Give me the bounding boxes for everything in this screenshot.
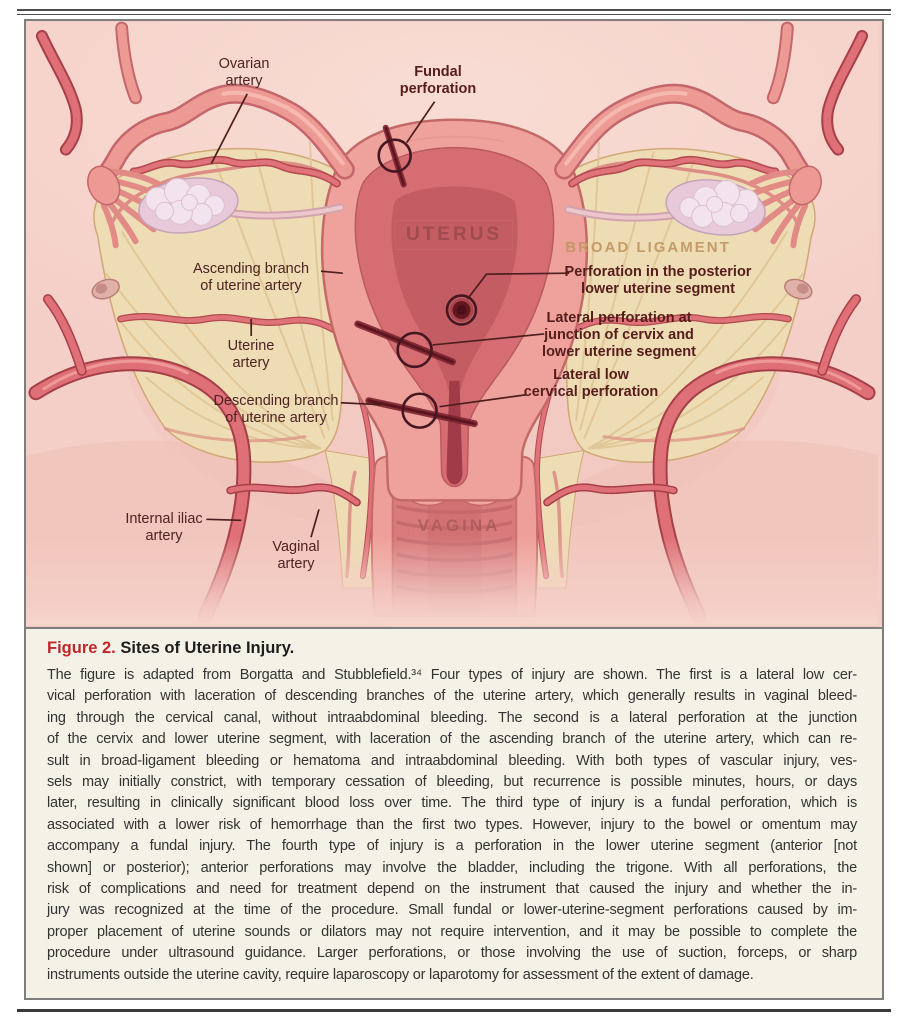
caption-line: risk of complications and need for treatment depend on the instrument that caused the injury and whether the in- — [47, 881, 857, 898]
figure-title — [47, 639, 861, 658]
label-line: Perforation in the posterior — [564, 264, 752, 280]
label-line: Ascending branch — [192, 261, 310, 277]
figure-caption-panel — [26, 627, 882, 998]
label-line: of uterine artery — [200, 278, 302, 294]
figure-box — [24, 19, 884, 1000]
label-posterior-perforation — [565, 264, 752, 298]
label-line: junction of cervix and — [544, 327, 694, 343]
caption-line: sels may initially constrict, with temporary cessation of bleeding, but recurrence is possible minutes, hours, or days — [47, 774, 857, 791]
label-internal-iliac-artery — [125, 511, 202, 545]
region-label-vagina: VAGINA — [408, 516, 501, 536]
label-descending-branch — [214, 393, 339, 427]
bottom-rule — [17, 1009, 891, 1012]
region-label-broad-ligament: BROAD LIGAMENT — [565, 239, 731, 256]
label-ovarian-artery — [219, 56, 270, 90]
label-line: artery — [145, 528, 183, 544]
label-line: cervical perforation — [523, 384, 659, 400]
label-low-cervical-perforation — [524, 367, 659, 401]
caption-line: ing through the cervical canal, without intraabdominal bleeding. The second is a lateral perforation at the junction — [47, 709, 857, 726]
label-line: perforation — [399, 81, 477, 97]
label-vaginal-artery — [272, 539, 319, 573]
figure-number: Figure 2. — [47, 639, 116, 657]
anatomy-illustration-panel — [26, 21, 878, 627]
region-label-uterus: UTERUS — [395, 220, 513, 250]
caption-line: The figure is adapted from Borgatta and Stubblefield.³⁴ Four types of injury are shown. The first is a lateral low cer- — [47, 667, 857, 683]
caption-line: accompany a fundal injury. The fourth type of injury is a perforation in the lower uterine segment (anterior [not — [47, 838, 857, 855]
label-line: artery — [277, 556, 315, 572]
label-line: Fundal — [414, 64, 462, 80]
label-line: Ovarian — [218, 56, 270, 72]
label-fundal-perforation — [400, 64, 477, 98]
label-line: Vaginal — [272, 539, 320, 555]
caption-line: instruments outside the uterine cavity, require laparoscopy or laparotomy for assessment of the extent of damage. — [47, 966, 754, 983]
label-line: lower uterine segment — [542, 344, 696, 360]
caption-line: later, resulting in clinically significant blood loss over time. The third type of injury is a fundal perforation, which is — [47, 795, 857, 812]
caption-line: proper placement of uterine sounds or dilators may not require intervention, and it may be possible to complete the — [47, 923, 857, 940]
label-line: Lateral low — [553, 367, 629, 383]
label-line: Descending branch — [213, 393, 339, 409]
label-line: Internal iliac — [125, 511, 203, 527]
caption-line: vical perforation with laceration of descending branches of the uterine artery, which generally results in vaginal bleed- — [47, 688, 857, 705]
caption-line: sult in broad-ligament bleeding or hematoma and intraabdominal bleeding. With both types of vascular injury, ves- — [47, 752, 857, 769]
caption-line: jury was recognized at the time of the procedure. Small fundal or lower-uterine-segment perforations caused by im- — [47, 902, 857, 919]
label-line: lower uterine segment — [581, 281, 735, 297]
label-ascending-branch — [193, 261, 309, 295]
caption-line: of the cervix and lower uterine segment, with laceration of the ascending branch of the uterine artery, which can re- — [47, 731, 857, 748]
label-uterine-artery — [228, 338, 275, 372]
label-line: artery — [232, 355, 270, 371]
label-line: Uterine — [227, 338, 275, 354]
caption-line: shown] or posterior); anterior perforations may involve the bladder, including the trigone. With all perforations, the — [47, 859, 857, 876]
label-line: artery — [225, 73, 263, 89]
figure-caption-body — [47, 665, 857, 986]
figure-title-text: Sites of Uterine Injury. — [120, 639, 295, 657]
label-line: Lateral perforation at — [546, 310, 692, 326]
label-junction-perforation — [542, 310, 696, 361]
caption-line: procedure under ultrasound guidance. Larger perforations, or those involving the use of suction, forceps, or sharp — [47, 945, 857, 962]
label-line: of uterine artery — [225, 410, 327, 426]
caption-line: associated with a lower risk of hemorrhage than the first two types. However, injury to the bowel or omentum may — [47, 816, 857, 833]
top-double-rule — [17, 9, 891, 15]
